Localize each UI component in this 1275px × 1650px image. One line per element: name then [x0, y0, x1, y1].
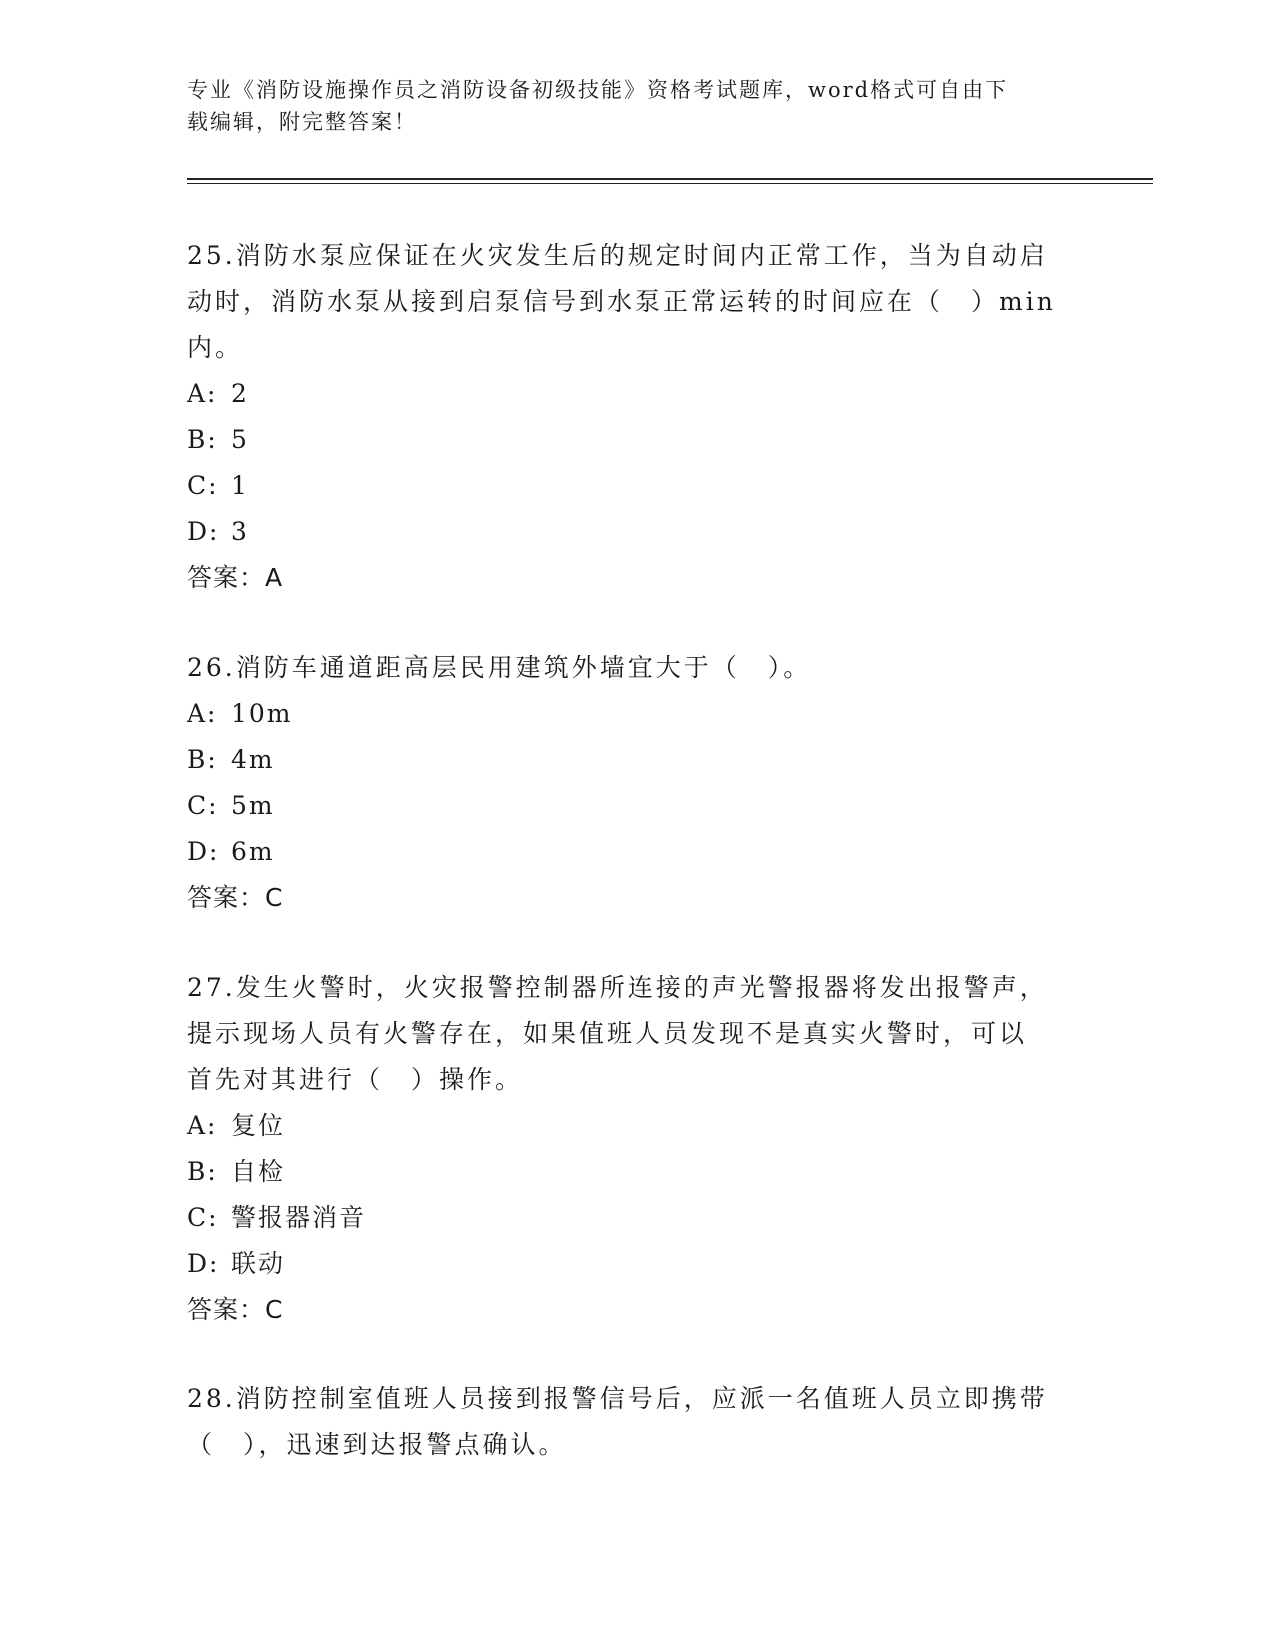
option-b — [187, 737, 1087, 783]
header-divider-thin — [187, 183, 1153, 184]
option-key: A: — [187, 699, 218, 728]
option-key: D: — [187, 1249, 220, 1278]
option-key: B: — [187, 1157, 218, 1186]
option-text: 警报器消音 — [231, 1203, 367, 1232]
option-text: 4m — [231, 745, 275, 774]
option-key: A: — [187, 379, 218, 408]
option-text: 3 — [231, 517, 249, 546]
option-d — [187, 509, 1087, 555]
question-28 — [187, 1376, 1087, 1468]
header-line-2: 载编辑，附完整答案！ — [187, 110, 417, 134]
question-stem-line: （ ），迅速到达报警点确认。 — [187, 1430, 567, 1459]
option-b — [187, 1149, 1087, 1195]
option-b — [187, 417, 1087, 463]
question-stem-line: 27.发生火警时，火灾报警控制器所连接的声光警报器将发出报警声， — [187, 973, 1048, 1002]
question-stem-line: 动时，消防水泵从接到启泵信号到水泵正常运转的时间应在（ ）min — [187, 287, 1056, 316]
option-key: C: — [187, 1203, 219, 1232]
header-line-1: 专业《消防设施操作员之消防设备初级技能》资格考试题库，word格式可自由下 — [187, 78, 1009, 102]
answer-line: 答案：A — [187, 563, 284, 592]
option-d — [187, 1241, 1087, 1287]
option-a — [187, 1103, 1087, 1149]
option-key: A: — [187, 1111, 218, 1140]
question-26 — [187, 645, 1087, 921]
answer-line: 答案：C — [187, 1295, 284, 1324]
question-27 — [187, 965, 1087, 1333]
document-header — [187, 74, 1087, 138]
option-text: 自检 — [231, 1157, 286, 1186]
question-stem-line: 提示现场人员有火警存在，如果值班人员发现不是真实火警时，可以 — [187, 1019, 1028, 1048]
option-a — [187, 371, 1087, 417]
answer-line: 答案：C — [187, 883, 284, 912]
option-text: 联动 — [231, 1249, 286, 1278]
option-text: 复位 — [231, 1111, 286, 1140]
option-a — [187, 691, 1087, 737]
option-c — [187, 463, 1087, 509]
option-key: B: — [187, 745, 218, 774]
question-25 — [187, 233, 1087, 601]
question-stem-line: 28.消防控制室值班人员接到报警信号后，应派一名值班人员立即携带 — [187, 1384, 1048, 1413]
question-stem-line: 首先对其进行（ ）操作。 — [187, 1065, 524, 1094]
header-divider-thick — [187, 178, 1153, 180]
option-text: 5m — [231, 791, 275, 820]
option-text: 6m — [231, 837, 275, 866]
option-c — [187, 1195, 1087, 1241]
option-key: C: — [187, 791, 219, 820]
option-key: D: — [187, 837, 220, 866]
question-stem-line: 25.消防水泵应保证在火灾发生后的规定时间内正常工作，当为自动启 — [187, 241, 1048, 270]
question-stem-line: 内。 — [187, 333, 244, 362]
option-key: D: — [187, 517, 220, 546]
option-key: B: — [187, 425, 218, 454]
option-text: 2 — [231, 379, 249, 408]
option-text: 5 — [231, 425, 249, 454]
option-text: 1 — [231, 471, 249, 500]
option-d — [187, 829, 1087, 875]
option-c — [187, 783, 1087, 829]
option-text: 10m — [231, 699, 293, 728]
option-key: C: — [187, 471, 219, 500]
question-stem-line: 26.消防车通道距高层民用建筑外墙宜大于（ ）。 — [187, 653, 812, 682]
